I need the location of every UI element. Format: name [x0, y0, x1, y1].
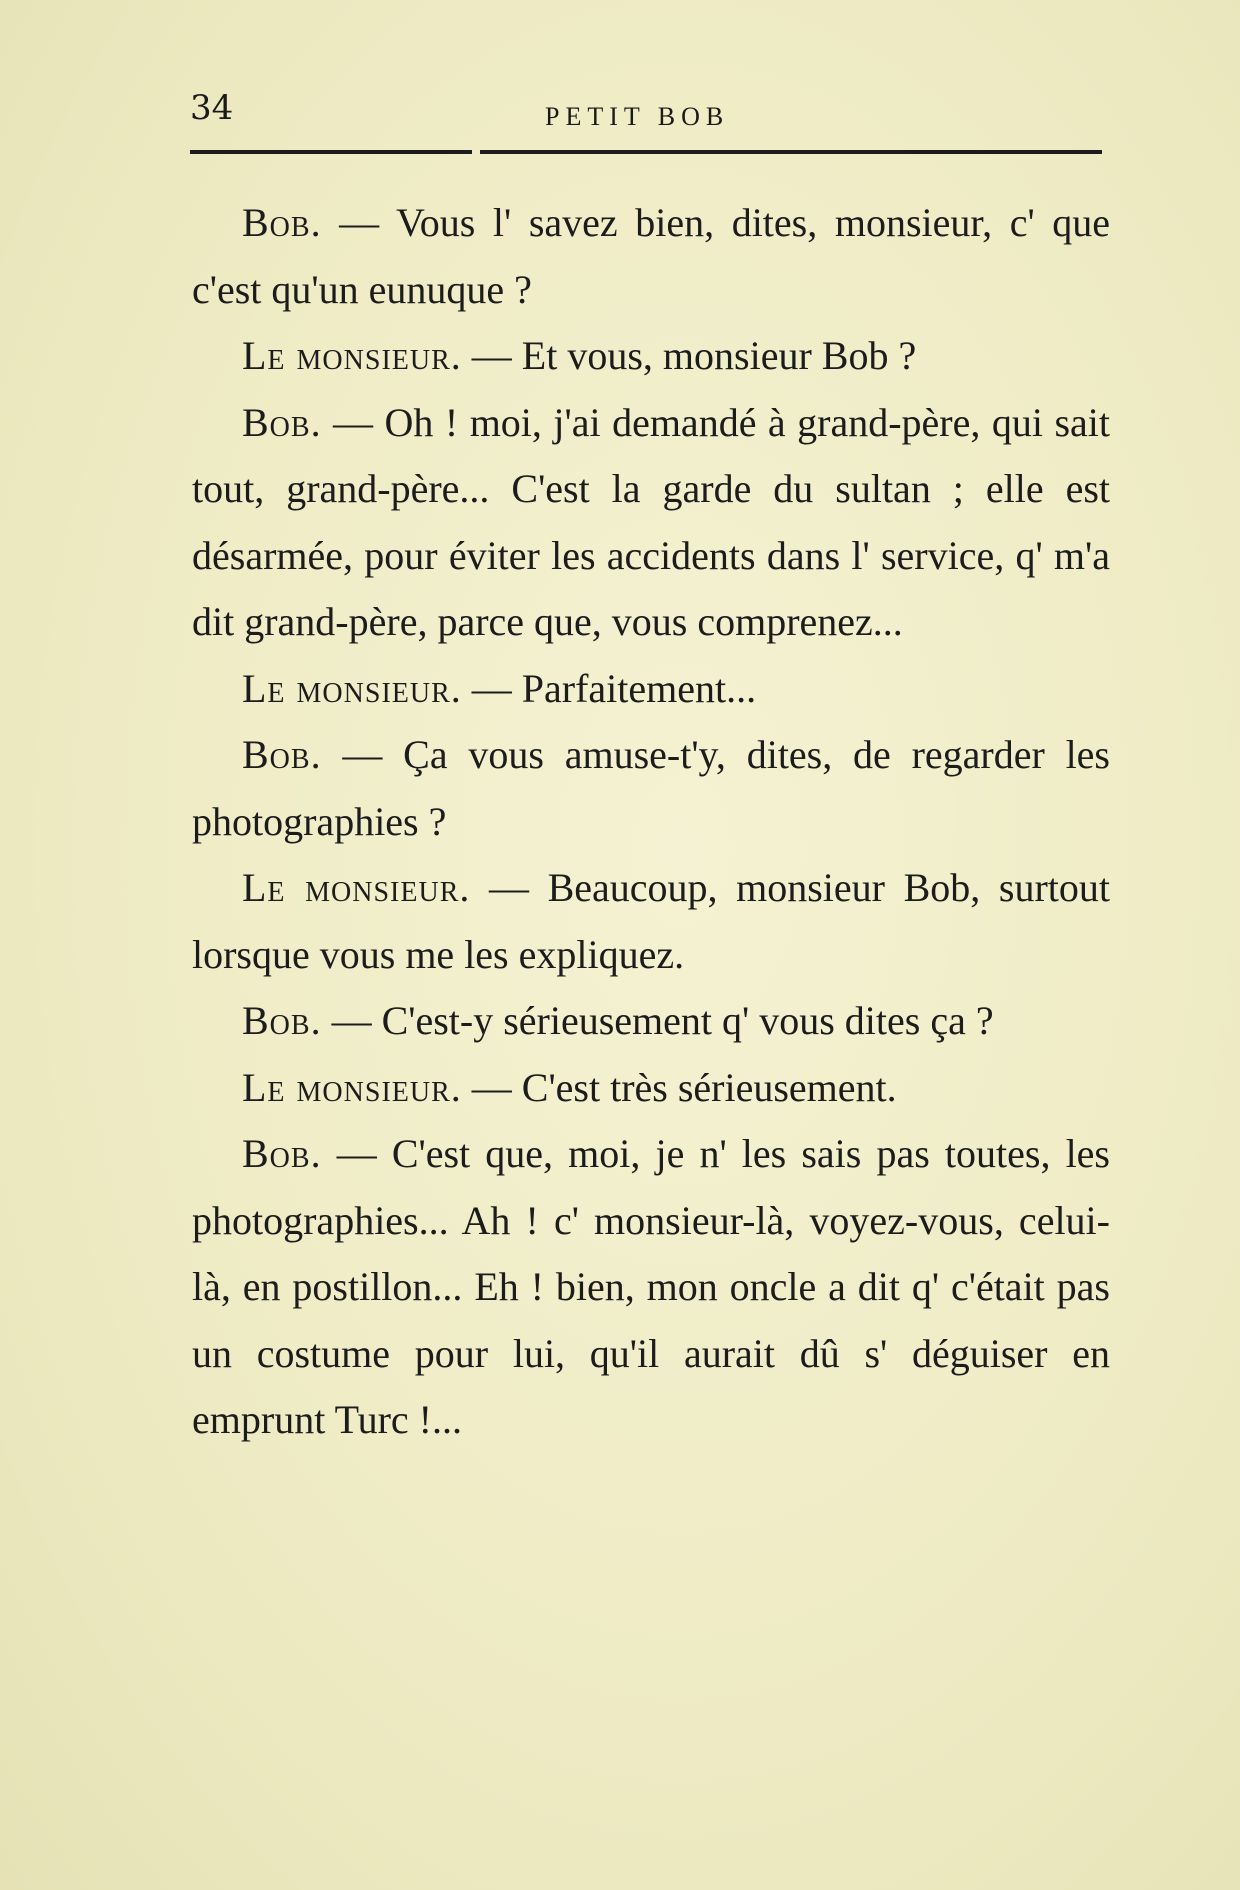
dialogue-paragraph	[192, 722, 1110, 855]
dialogue-paragraph	[192, 190, 1110, 323]
dialogue-line: — Vous l' savez bien, dites, monsieur, c' que c'est qu'un eunuque ?	[192, 200, 1110, 312]
dialogue-paragraph	[192, 1055, 1110, 1122]
dialogue-line: — C'est que, moi, je n' les sais pas toutes, les photographies... Ah ! c' monsieur-là, voyez-vous, celui-là, en postillon... Eh ! bien, mon oncle a dit q' c'était pas un costume pour lui, qu'il aurait dû s' déguiser en emprunt Turc !...	[192, 1131, 1110, 1442]
dialogue-paragraph	[192, 1121, 1110, 1454]
speaker-name: Le monsieur.	[242, 865, 471, 910]
speaker-name: Le monsieur.	[242, 333, 462, 378]
speaker-name: Bob.	[242, 1131, 322, 1176]
page-header	[190, 88, 1104, 148]
dialogue-line: — Ça vous amuse-t'y, dites, de regarder les photographies ?	[192, 732, 1110, 844]
speaker-name: Bob.	[242, 399, 322, 445]
dialogue-line: — Oh ! moi, j'ai demandé à grand-père, qui sait tout, grand-père... C'est la garde du sultan ; elle est désarmée, pour éviter les accidents dans l' service, q' m'a dit grand-père, parce que, vous comprenez...	[192, 399, 1110, 644]
dialogue-paragraph	[192, 988, 1110, 1055]
dialogue-line: — C'est très sérieusement.	[461, 1064, 897, 1110]
dialogue-line: — Et vous, monsieur Bob ?	[461, 333, 917, 378]
speaker-name: Le monsieur.	[242, 1064, 462, 1110]
running-title: PETIT BOB	[545, 102, 730, 131]
dialogue-paragraph	[192, 855, 1110, 988]
page-number: 34	[190, 88, 234, 128]
dialogue-paragraph	[192, 323, 1110, 390]
dialogue-line: — C'est-y sérieusement q' vous dites ça ?	[321, 998, 994, 1043]
dialogue-line: — Parfaitement...	[461, 665, 757, 711]
dialogue-paragraph	[192, 390, 1110, 656]
dialogue-paragraph	[192, 656, 1110, 723]
dialogue-text	[192, 190, 1110, 1454]
header-rule-left	[190, 150, 472, 154]
speaker-name: Bob.	[242, 200, 322, 245]
speaker-name: Le monsieur.	[242, 665, 462, 711]
header-rule-right	[480, 150, 1102, 154]
dialogue-line: — Beaucoup, monsieur Bob, surtout lorsque vous me les expliquez.	[192, 865, 1110, 977]
speaker-name: Bob.	[242, 998, 322, 1043]
speaker-name: Bob.	[242, 732, 322, 777]
